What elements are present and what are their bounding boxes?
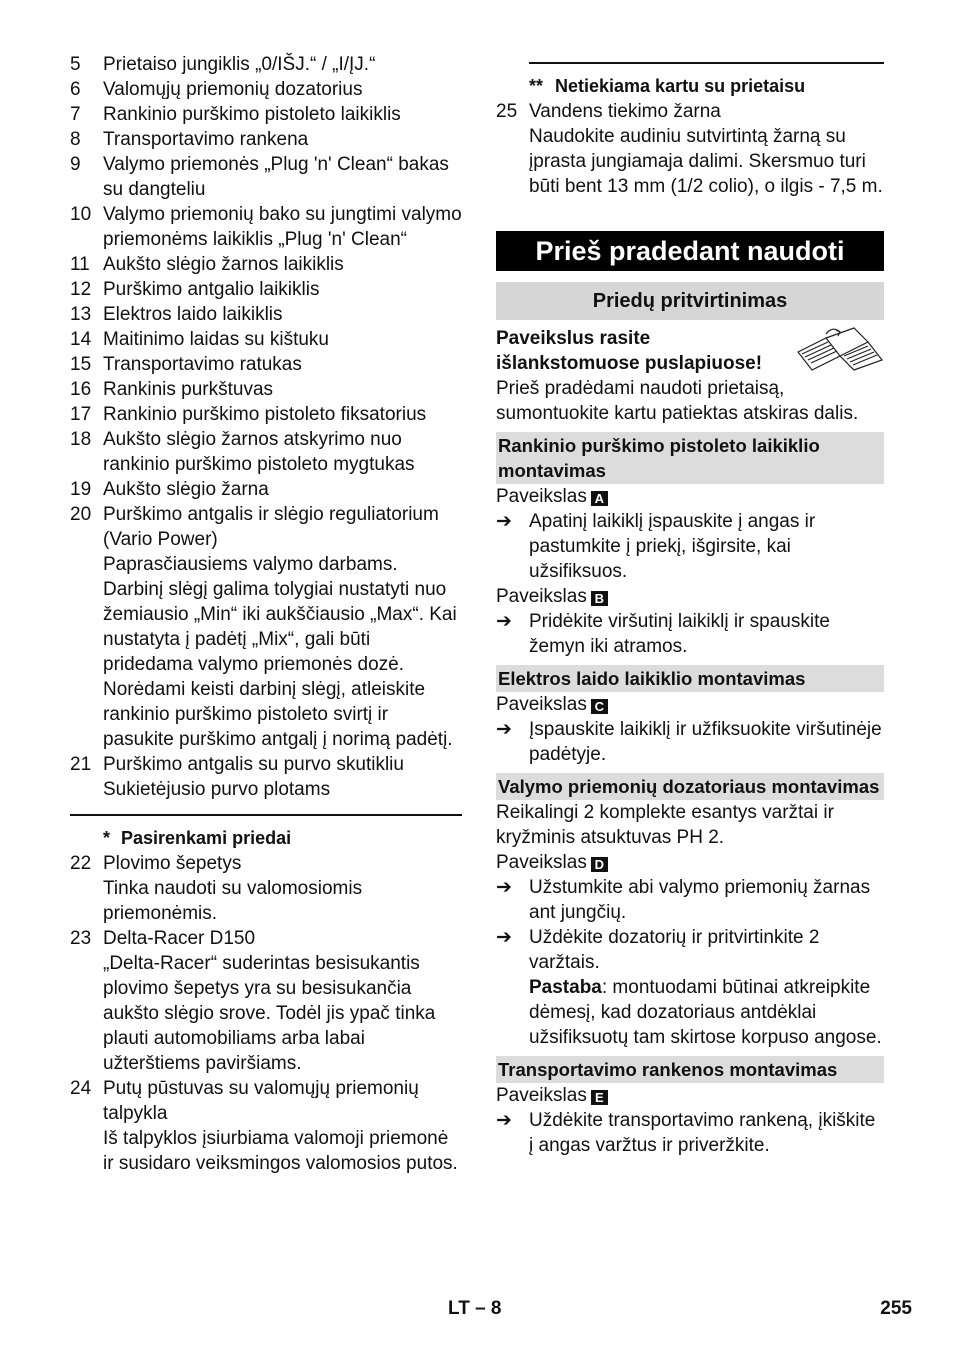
block-heading: Valymo priemonių dozatoriaus montavimas: [496, 773, 884, 800]
item-text: [103, 202, 462, 252]
item-text: [103, 402, 462, 427]
right-column: [496, 52, 884, 1158]
item-text: [103, 1076, 462, 1176]
item-line: Iš talpyklos įsiurbiama valomoji priemonė ir susidaro veiksmingos valomosios putos.: [103, 1128, 458, 1174]
instruction-step: [496, 875, 884, 925]
list-item: [70, 402, 462, 427]
section-title: Prieš pradedant naudoti: [496, 231, 884, 271]
figure-word: Paveikslas: [496, 694, 587, 715]
instruction-step: [496, 609, 884, 659]
item-number: 10: [70, 204, 92, 225]
list-item: [70, 377, 462, 402]
item-number: 9: [70, 154, 81, 175]
figure-ref: [496, 584, 884, 609]
list-item: [70, 102, 462, 127]
pictures-note: Paveikslus rasite išlankstomuose puslapiuose!: [496, 328, 763, 374]
step-text: Įspauskite laikiklį ir užfiksuokite viršutinėje padėtyje.: [529, 719, 882, 765]
intro-text: Prieš pradėdami naudoti prietaisą, sumontuokite kartu patiektas atskiras dalis.: [496, 378, 859, 424]
step-text: Užstumkite abi valymo priemonių žarnas ant jungčių.: [529, 877, 871, 923]
item-number: 6: [70, 79, 81, 100]
figure-letter-icon: E: [591, 1090, 608, 1105]
note-label: Pastaba: [529, 977, 602, 998]
list-item: [70, 851, 462, 926]
item-line: Rankinio purškimo pistoleto fiksatorius: [103, 404, 427, 425]
list-item: [70, 202, 462, 252]
item-number: 8: [70, 129, 81, 150]
list-item: [70, 152, 462, 202]
step-text: Uždėkite dozatorių ir pritvirtinkite 2 varžtais.: [529, 927, 820, 973]
divider: [70, 814, 462, 816]
item-text: [103, 77, 462, 102]
pictures-note-block: [496, 326, 884, 376]
list-item: [70, 252, 462, 277]
item-line: Valomųjų priemonių dozatorius: [103, 79, 363, 100]
item-text: [103, 102, 462, 127]
item-number: 16: [70, 379, 92, 400]
item-text: [103, 127, 462, 152]
item-number: 19: [70, 479, 92, 500]
figure-ref: [496, 484, 884, 509]
figure-letter-icon: D: [591, 857, 608, 872]
item-line: Valymo priemonės „Plug 'n' Clean“ bakas su dangteliu: [103, 154, 449, 200]
item-text: [103, 327, 462, 352]
figure-ref: [496, 1083, 884, 1108]
page-number: 255: [880, 1298, 912, 1319]
list-item: [70, 302, 462, 327]
item-number: 11: [70, 254, 90, 275]
item-number: 5: [70, 54, 81, 75]
heading-text: Pasirenkami priedai: [121, 828, 292, 848]
item-number: 12: [70, 279, 92, 300]
item-number: 23: [70, 928, 92, 949]
item-line: Aukšto slėgio žarnos laikiklis: [103, 254, 344, 275]
item-text: [103, 851, 462, 926]
item-line: Tinka naudoti su valomosiomis priemonėmis.: [103, 878, 363, 924]
item-number: 14: [70, 329, 92, 350]
list-item: [70, 427, 462, 477]
figure-word: Paveikslas: [496, 1085, 587, 1106]
item-text: [103, 926, 462, 1076]
instruction-step: [496, 1108, 884, 1158]
item-line: „Delta-Racer“ suderintas besisukantis plovimo šepetys yra su besisukančia aukšto slėgio srove. Todėl jis ypač tinka plauti automobiliams arba labai užterštiems paviršiams.: [103, 953, 436, 1074]
item-number: 25: [496, 101, 518, 122]
paragraph: Reikalingi 2 komplekte esantys varžtai ir kryžminis atsuktuvas PH 2.: [496, 802, 834, 848]
list-item: [70, 502, 462, 752]
step-text: Uždėkite transportavimo rankeną, įkiškite į angas varžtus ir priveržkite.: [529, 1110, 876, 1156]
heading-text: Netiekiama kartu su prietaisu: [555, 76, 806, 96]
subsection-title: Priedų pritvirtinimas: [496, 282, 884, 320]
item-number: 15: [70, 354, 92, 375]
arrow-right-icon: ➔: [496, 1110, 512, 1131]
double-asterisk-icon: **: [529, 76, 544, 96]
figure-ref: [496, 692, 884, 717]
arrow-right-icon: ➔: [496, 719, 512, 740]
item-text: [529, 99, 884, 199]
optional-accessories-heading: [103, 826, 462, 851]
item-text: [103, 352, 462, 377]
block-heading: Elektros laido laikiklio montavimas: [496, 665, 884, 692]
footer-section: LT – 8: [448, 1298, 502, 1319]
list-item: [70, 477, 462, 502]
item-text: [103, 477, 462, 502]
instruction-step: [496, 509, 884, 584]
note: [529, 975, 884, 1050]
item-line: Aukšto slėgio žarnos atskyrimo nuo rankinio purškimo pistoleto mygtukas: [103, 429, 415, 475]
list-item: [70, 327, 462, 352]
list-item: [70, 52, 462, 77]
item-line: Plovimo šepetys: [103, 853, 242, 874]
item-text: [103, 277, 462, 302]
divider: [529, 62, 884, 64]
item-line: Purškimo antgalis su purvo skutikliu: [103, 754, 404, 775]
item-text: [103, 252, 462, 277]
item-line: Aukšto slėgio žarna: [103, 479, 269, 500]
block-heading: Rankinio purškimo pistoleto laikiklio montavimas: [496, 432, 884, 484]
item-text: [103, 502, 462, 752]
note-text: : montuodami būtinai atkreipkite dėmesį, kad dozatoriaus antdėklai užsifiksuotų tam skirtose korpuso angose.: [529, 977, 882, 1048]
list-item: [70, 127, 462, 152]
block-heading: Transportavimo rankenos montavimas: [496, 1056, 884, 1083]
item-number: 13: [70, 304, 92, 325]
item-number: 20: [70, 504, 92, 525]
arrow-right-icon: ➔: [496, 877, 512, 898]
instruction-step: [496, 717, 884, 767]
item-line: Valymo priemonių bako su jungtimi valymo priemonėms laikiklis „Plug 'n' Clean“: [103, 204, 462, 250]
step-text: Apatinį laikiklį įspauskite į angas ir pastumkite į priekį, išgirsite, kai užsifiksuos.: [529, 511, 816, 582]
item-line: Transportavimo ratukas: [103, 354, 302, 375]
not-supplied-heading: [529, 74, 884, 99]
item-text: [103, 427, 462, 477]
item-line: Elektros laido laikiklis: [103, 304, 283, 325]
item-line: Norėdami keisti darbinį slėgį, atleiskite rankinio purškimo pistoleto svirtį ir pasukite purškimo antgalį į norimą padėtį.: [103, 679, 453, 750]
figure-letter-icon: A: [591, 491, 608, 506]
list-item: [70, 77, 462, 102]
arrow-right-icon: ➔: [496, 611, 512, 632]
book-icon: [796, 326, 884, 379]
item-line: Transportavimo rankena: [103, 129, 309, 150]
list-item: [496, 99, 884, 199]
arrow-right-icon: ➔: [496, 927, 512, 948]
item-number: 17: [70, 404, 92, 425]
item-line: Prietaiso jungiklis „0/IŠJ.“ / „I/ĮJ.“: [103, 54, 376, 75]
item-line: Paprasčiausiems valymo darbams. Darbinį slėgį galima tolygiai nustatyti nuo žemiausio „Min“ iki aukščiausio „Max“. Kai nustatyta į padėtį „Mix“, gali būti pridedama valymo priemonės dozė.: [103, 554, 457, 675]
instruction-step: [496, 925, 884, 975]
step-text: Pridėkite viršutinį laikiklį ir spauskite žemyn iki atramos.: [529, 611, 830, 657]
list-item: [70, 1076, 462, 1176]
item-number: 7: [70, 104, 81, 125]
item-line: Rankinio purškimo pistoleto laikiklis: [103, 104, 401, 125]
item-number: 18: [70, 429, 92, 450]
item-line: Rankinis purkštuvas: [103, 379, 274, 400]
list-item: [70, 926, 462, 1076]
figure-word: Paveikslas: [496, 852, 587, 873]
left-column: [70, 52, 462, 1176]
item-text: [103, 377, 462, 402]
item-text: [103, 302, 462, 327]
item-text: [103, 152, 462, 202]
figure-word: Paveikslas: [496, 586, 587, 607]
item-line: Vandens tiekimo žarna: [529, 101, 721, 122]
item-line: Maitinimo laidas su kištuku: [103, 329, 329, 350]
figure-letter-icon: B: [591, 591, 608, 606]
item-line: Sukietėjusio purvo plotams: [103, 779, 331, 800]
list-item: [70, 752, 462, 802]
item-line: Naudokite audiniu sutvirtintą žarną su įprasta jungiamaja dalimi. Skersmuo turi būti bent 13 mm (1/2 colio), o ilgis - 7,5 m.: [529, 126, 883, 197]
item-text: [103, 52, 462, 77]
asterisk-icon: *: [103, 828, 111, 848]
item-number: 21: [70, 754, 92, 775]
item-number: 24: [70, 1078, 92, 1099]
item-line: Purškimo antgalio laikiklis: [103, 279, 320, 300]
list-item: [70, 277, 462, 302]
item-line: Purškimo antgalis ir slėgio reguliatorium (Vario Power): [103, 504, 439, 550]
list-item: [70, 352, 462, 377]
figure-word: Paveikslas: [496, 486, 587, 507]
item-line: Delta-Racer D150: [103, 928, 256, 949]
arrow-right-icon: ➔: [496, 511, 512, 532]
item-text: [103, 752, 462, 802]
item-line: Putų pūstuvas su valomųjų priemonių talpykla: [103, 1078, 419, 1124]
figure-letter-icon: C: [591, 699, 608, 714]
item-number: 22: [70, 853, 92, 874]
figure-ref: [496, 850, 884, 875]
